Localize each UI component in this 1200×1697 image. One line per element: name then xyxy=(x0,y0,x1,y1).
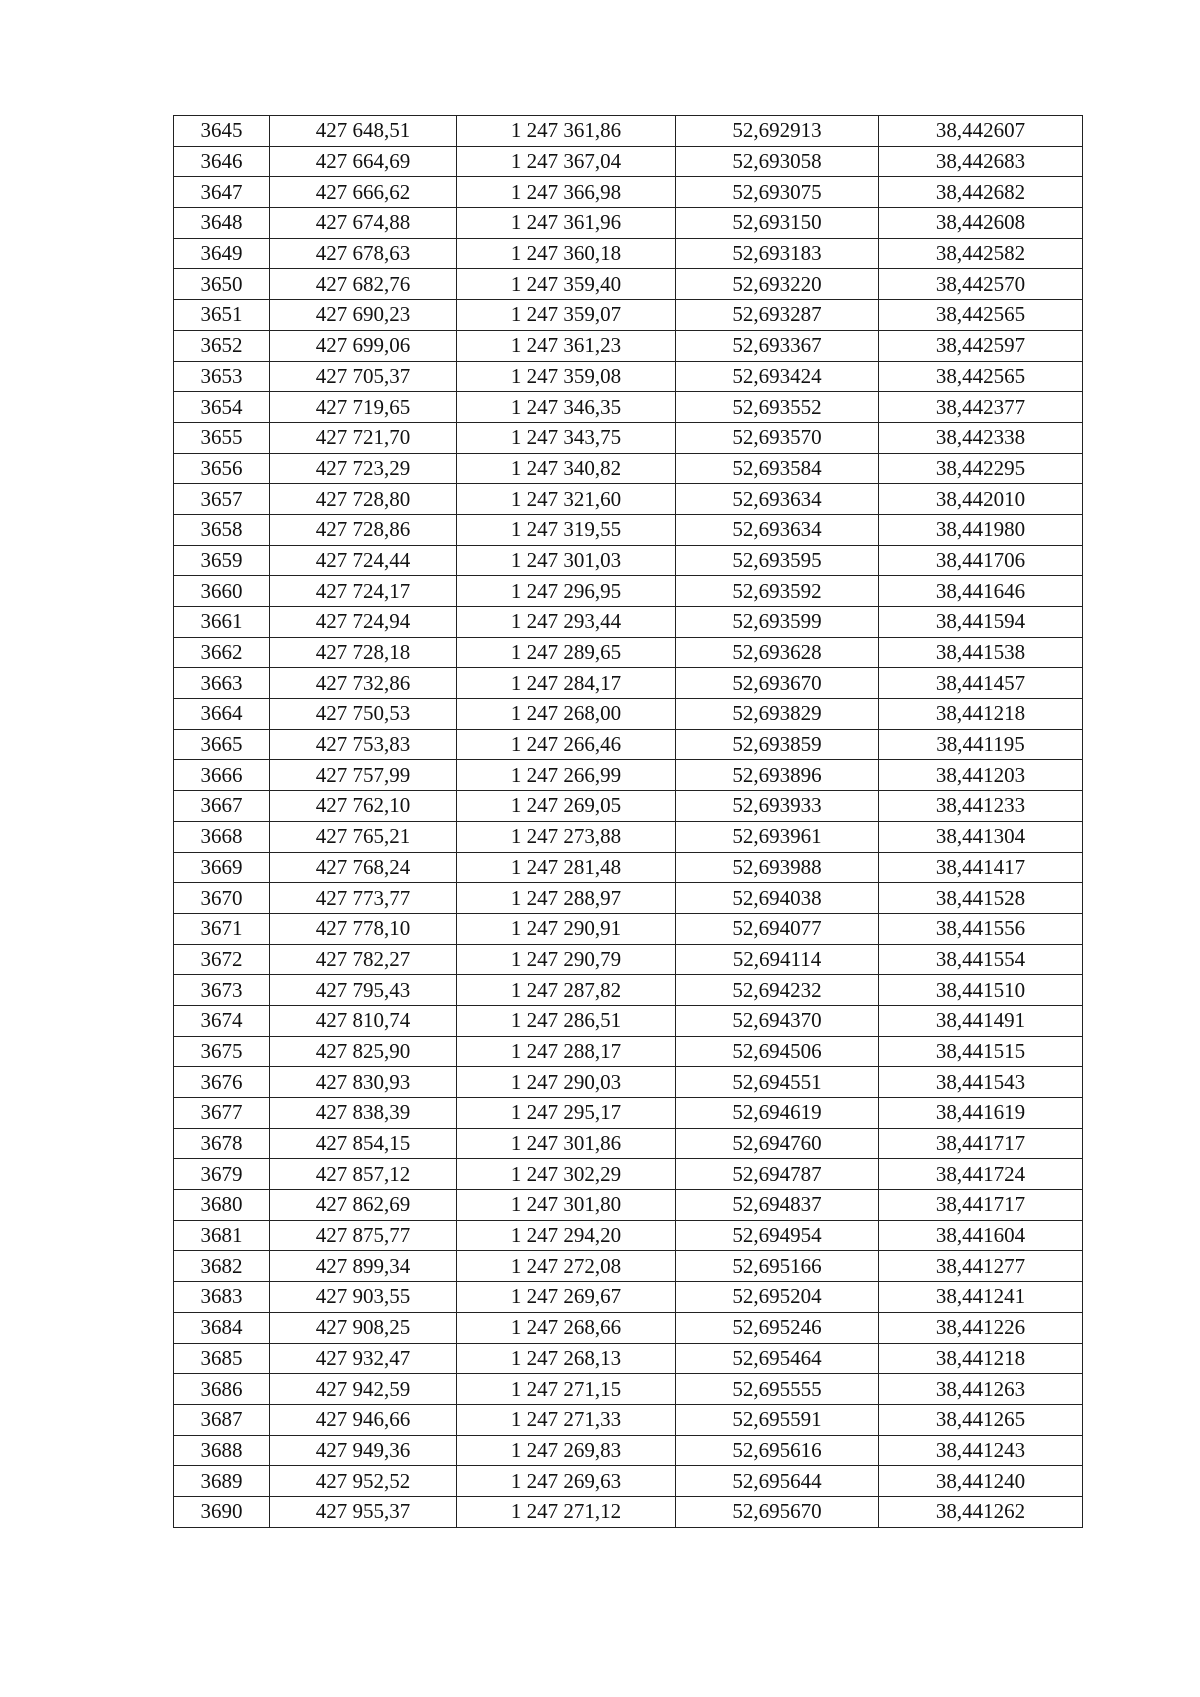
table-row xyxy=(174,821,1083,852)
x-coordinate-cell: 427 810,74 xyxy=(270,1005,457,1036)
longitude-cell: 38,441556 xyxy=(879,913,1083,944)
table-row xyxy=(174,361,1083,392)
point-number-cell: 3660 xyxy=(174,576,270,607)
x-coordinate-cell: 427 699,06 xyxy=(270,330,457,361)
latitude-cell: 52,693058 xyxy=(676,146,879,177)
table-row xyxy=(174,729,1083,760)
table-row xyxy=(174,545,1083,576)
table-row xyxy=(174,1312,1083,1343)
point-number-cell: 3681 xyxy=(174,1220,270,1251)
latitude-cell: 52,695555 xyxy=(676,1374,879,1405)
y-coordinate-cell: 1 247 301,86 xyxy=(457,1128,676,1159)
longitude-cell: 38,441218 xyxy=(879,699,1083,730)
latitude-cell: 52,694077 xyxy=(676,913,879,944)
x-coordinate-cell: 427 682,76 xyxy=(270,269,457,300)
x-coordinate-cell: 427 666,62 xyxy=(270,177,457,208)
table-row xyxy=(174,1159,1083,1190)
y-coordinate-cell: 1 247 361,96 xyxy=(457,208,676,239)
x-coordinate-cell: 427 765,21 xyxy=(270,821,457,852)
x-coordinate-cell: 427 908,25 xyxy=(270,1312,457,1343)
longitude-cell: 38,441457 xyxy=(879,668,1083,699)
y-coordinate-cell: 1 247 289,65 xyxy=(457,637,676,668)
longitude-cell: 38,441538 xyxy=(879,637,1083,668)
latitude-cell: 52,693961 xyxy=(676,821,879,852)
point-number-cell: 3654 xyxy=(174,392,270,423)
table-row xyxy=(174,484,1083,515)
point-number-cell: 3649 xyxy=(174,238,270,269)
point-number-cell: 3666 xyxy=(174,760,270,791)
table-row xyxy=(174,422,1083,453)
latitude-cell: 52,693592 xyxy=(676,576,879,607)
y-coordinate-cell: 1 247 284,17 xyxy=(457,668,676,699)
longitude-cell: 38,441226 xyxy=(879,1312,1083,1343)
y-coordinate-cell: 1 247 268,00 xyxy=(457,699,676,730)
x-coordinate-cell: 427 942,59 xyxy=(270,1374,457,1405)
longitude-cell: 38,442607 xyxy=(879,116,1083,147)
table-row xyxy=(174,1190,1083,1221)
y-coordinate-cell: 1 247 319,55 xyxy=(457,514,676,545)
y-coordinate-cell: 1 247 271,15 xyxy=(457,1374,676,1405)
x-coordinate-cell: 427 721,70 xyxy=(270,422,457,453)
longitude-cell: 38,442010 xyxy=(879,484,1083,515)
table-row xyxy=(174,1282,1083,1313)
point-number-cell: 3678 xyxy=(174,1128,270,1159)
point-number-cell: 3662 xyxy=(174,637,270,668)
x-coordinate-cell: 427 946,66 xyxy=(270,1404,457,1435)
point-number-cell: 3682 xyxy=(174,1251,270,1282)
point-number-cell: 3677 xyxy=(174,1098,270,1129)
latitude-cell: 52,694837 xyxy=(676,1190,879,1221)
latitude-cell: 52,693367 xyxy=(676,330,879,361)
longitude-cell: 38,441594 xyxy=(879,607,1083,638)
y-coordinate-cell: 1 247 361,23 xyxy=(457,330,676,361)
point-number-cell: 3674 xyxy=(174,1005,270,1036)
x-coordinate-cell: 427 899,34 xyxy=(270,1251,457,1282)
longitude-cell: 38,441240 xyxy=(879,1466,1083,1497)
longitude-cell: 38,441265 xyxy=(879,1404,1083,1435)
table-row xyxy=(174,699,1083,730)
x-coordinate-cell: 427 753,83 xyxy=(270,729,457,760)
x-coordinate-cell: 427 875,77 xyxy=(270,1220,457,1251)
table-row xyxy=(174,1374,1083,1405)
latitude-cell: 52,695166 xyxy=(676,1251,879,1282)
latitude-cell: 52,694038 xyxy=(676,883,879,914)
point-number-cell: 3647 xyxy=(174,177,270,208)
y-coordinate-cell: 1 247 366,98 xyxy=(457,177,676,208)
latitude-cell: 52,693859 xyxy=(676,729,879,760)
point-number-cell: 3665 xyxy=(174,729,270,760)
longitude-cell: 38,441515 xyxy=(879,1036,1083,1067)
latitude-cell: 52,695670 xyxy=(676,1496,879,1527)
point-number-cell: 3645 xyxy=(174,116,270,147)
y-coordinate-cell: 1 247 321,60 xyxy=(457,484,676,515)
latitude-cell: 52,693933 xyxy=(676,791,879,822)
point-number-cell: 3652 xyxy=(174,330,270,361)
y-coordinate-cell: 1 247 361,86 xyxy=(457,116,676,147)
latitude-cell: 52,694760 xyxy=(676,1128,879,1159)
x-coordinate-cell: 427 719,65 xyxy=(270,392,457,423)
y-coordinate-cell: 1 247 271,33 xyxy=(457,1404,676,1435)
x-coordinate-cell: 427 773,77 xyxy=(270,883,457,914)
table-row xyxy=(174,1404,1083,1435)
longitude-cell: 38,441263 xyxy=(879,1374,1083,1405)
y-coordinate-cell: 1 247 281,48 xyxy=(457,852,676,883)
point-number-cell: 3685 xyxy=(174,1343,270,1374)
latitude-cell: 52,693896 xyxy=(676,760,879,791)
longitude-cell: 38,441980 xyxy=(879,514,1083,545)
longitude-cell: 38,442582 xyxy=(879,238,1083,269)
y-coordinate-cell: 1 247 359,40 xyxy=(457,269,676,300)
longitude-cell: 38,441195 xyxy=(879,729,1083,760)
y-coordinate-cell: 1 247 269,63 xyxy=(457,1466,676,1497)
x-coordinate-cell: 427 862,69 xyxy=(270,1190,457,1221)
point-number-cell: 3675 xyxy=(174,1036,270,1067)
latitude-cell: 52,693183 xyxy=(676,238,879,269)
point-number-cell: 3646 xyxy=(174,146,270,177)
table-row xyxy=(174,576,1083,607)
latitude-cell: 52,694506 xyxy=(676,1036,879,1067)
longitude-cell: 38,442377 xyxy=(879,392,1083,423)
y-coordinate-cell: 1 247 360,18 xyxy=(457,238,676,269)
y-coordinate-cell: 1 247 290,79 xyxy=(457,944,676,975)
longitude-cell: 38,441717 xyxy=(879,1190,1083,1221)
y-coordinate-cell: 1 247 359,08 xyxy=(457,361,676,392)
x-coordinate-cell: 427 830,93 xyxy=(270,1067,457,1098)
point-number-cell: 3658 xyxy=(174,514,270,545)
x-coordinate-cell: 427 723,29 xyxy=(270,453,457,484)
latitude-cell: 52,693988 xyxy=(676,852,879,883)
x-coordinate-cell: 427 705,37 xyxy=(270,361,457,392)
point-number-cell: 3657 xyxy=(174,484,270,515)
x-coordinate-cell: 427 838,39 xyxy=(270,1098,457,1129)
x-coordinate-cell: 427 762,10 xyxy=(270,791,457,822)
latitude-cell: 52,693634 xyxy=(676,514,879,545)
longitude-cell: 38,441528 xyxy=(879,883,1083,914)
coordinates-table-body xyxy=(174,116,1083,1528)
table-row xyxy=(174,1098,1083,1129)
y-coordinate-cell: 1 247 271,12 xyxy=(457,1496,676,1527)
y-coordinate-cell: 1 247 295,17 xyxy=(457,1098,676,1129)
x-coordinate-cell: 427 678,63 xyxy=(270,238,457,269)
latitude-cell: 52,693670 xyxy=(676,668,879,699)
point-number-cell: 3672 xyxy=(174,944,270,975)
x-coordinate-cell: 427 778,10 xyxy=(270,913,457,944)
x-coordinate-cell: 427 903,55 xyxy=(270,1282,457,1313)
longitude-cell: 38,441262 xyxy=(879,1496,1083,1527)
table-row xyxy=(174,883,1083,914)
table-row xyxy=(174,1251,1083,1282)
longitude-cell: 38,441491 xyxy=(879,1005,1083,1036)
point-number-cell: 3671 xyxy=(174,913,270,944)
longitude-cell: 38,442338 xyxy=(879,422,1083,453)
y-coordinate-cell: 1 247 287,82 xyxy=(457,975,676,1006)
y-coordinate-cell: 1 247 290,91 xyxy=(457,913,676,944)
point-number-cell: 3688 xyxy=(174,1435,270,1466)
point-number-cell: 3661 xyxy=(174,607,270,638)
longitude-cell: 38,442608 xyxy=(879,208,1083,239)
table-row xyxy=(174,300,1083,331)
x-coordinate-cell: 427 952,52 xyxy=(270,1466,457,1497)
point-number-cell: 3676 xyxy=(174,1067,270,1098)
x-coordinate-cell: 427 728,80 xyxy=(270,484,457,515)
point-number-cell: 3659 xyxy=(174,545,270,576)
x-coordinate-cell: 427 795,43 xyxy=(270,975,457,1006)
y-coordinate-cell: 1 247 269,05 xyxy=(457,791,676,822)
table-row xyxy=(174,269,1083,300)
x-coordinate-cell: 427 782,27 xyxy=(270,944,457,975)
y-coordinate-cell: 1 247 359,07 xyxy=(457,300,676,331)
y-coordinate-cell: 1 247 293,44 xyxy=(457,607,676,638)
table-row xyxy=(174,146,1083,177)
point-number-cell: 3687 xyxy=(174,1404,270,1435)
longitude-cell: 38,441510 xyxy=(879,975,1083,1006)
longitude-cell: 38,442682 xyxy=(879,177,1083,208)
point-number-cell: 3668 xyxy=(174,821,270,852)
longitude-cell: 38,442565 xyxy=(879,300,1083,331)
point-number-cell: 3683 xyxy=(174,1282,270,1313)
table-row xyxy=(174,760,1083,791)
latitude-cell: 52,695616 xyxy=(676,1435,879,1466)
point-number-cell: 3686 xyxy=(174,1374,270,1405)
longitude-cell: 38,441277 xyxy=(879,1251,1083,1282)
y-coordinate-cell: 1 247 294,20 xyxy=(457,1220,676,1251)
latitude-cell: 52,694619 xyxy=(676,1098,879,1129)
point-number-cell: 3651 xyxy=(174,300,270,331)
y-coordinate-cell: 1 247 343,75 xyxy=(457,422,676,453)
table-row xyxy=(174,1005,1083,1036)
latitude-cell: 52,693150 xyxy=(676,208,879,239)
latitude-cell: 52,693829 xyxy=(676,699,879,730)
y-coordinate-cell: 1 247 269,67 xyxy=(457,1282,676,1313)
latitude-cell: 52,693075 xyxy=(676,177,879,208)
latitude-cell: 52,694114 xyxy=(676,944,879,975)
y-coordinate-cell: 1 247 288,17 xyxy=(457,1036,676,1067)
latitude-cell: 52,695204 xyxy=(676,1282,879,1313)
latitude-cell: 52,694787 xyxy=(676,1159,879,1190)
point-number-cell: 3689 xyxy=(174,1466,270,1497)
point-number-cell: 3655 xyxy=(174,422,270,453)
latitude-cell: 52,693595 xyxy=(676,545,879,576)
table-row xyxy=(174,514,1083,545)
table-row xyxy=(174,607,1083,638)
latitude-cell: 52,693220 xyxy=(676,269,879,300)
table-row xyxy=(174,392,1083,423)
longitude-cell: 38,441417 xyxy=(879,852,1083,883)
latitude-cell: 52,694232 xyxy=(676,975,879,1006)
x-coordinate-cell: 427 728,18 xyxy=(270,637,457,668)
longitude-cell: 38,441706 xyxy=(879,545,1083,576)
table-row xyxy=(174,944,1083,975)
latitude-cell: 52,693287 xyxy=(676,300,879,331)
latitude-cell: 52,695644 xyxy=(676,1466,879,1497)
latitude-cell: 52,693584 xyxy=(676,453,879,484)
y-coordinate-cell: 1 247 340,82 xyxy=(457,453,676,484)
y-coordinate-cell: 1 247 268,13 xyxy=(457,1343,676,1374)
point-number-cell: 3679 xyxy=(174,1159,270,1190)
x-coordinate-cell: 427 664,69 xyxy=(270,146,457,177)
latitude-cell: 52,693634 xyxy=(676,484,879,515)
table-row xyxy=(174,1435,1083,1466)
x-coordinate-cell: 427 728,86 xyxy=(270,514,457,545)
table-row xyxy=(174,668,1083,699)
table-row xyxy=(174,852,1083,883)
x-coordinate-cell: 427 854,15 xyxy=(270,1128,457,1159)
table-row xyxy=(174,208,1083,239)
x-coordinate-cell: 427 648,51 xyxy=(270,116,457,147)
x-coordinate-cell: 427 674,88 xyxy=(270,208,457,239)
x-coordinate-cell: 427 768,24 xyxy=(270,852,457,883)
point-number-cell: 3650 xyxy=(174,269,270,300)
latitude-cell: 52,693628 xyxy=(676,637,879,668)
table-row xyxy=(174,791,1083,822)
x-coordinate-cell: 427 857,12 xyxy=(270,1159,457,1190)
latitude-cell: 52,693552 xyxy=(676,392,879,423)
y-coordinate-cell: 1 247 266,46 xyxy=(457,729,676,760)
table-row xyxy=(174,975,1083,1006)
latitude-cell: 52,694370 xyxy=(676,1005,879,1036)
longitude-cell: 38,442565 xyxy=(879,361,1083,392)
longitude-cell: 38,441203 xyxy=(879,760,1083,791)
latitude-cell: 52,694551 xyxy=(676,1067,879,1098)
longitude-cell: 38,441724 xyxy=(879,1159,1083,1190)
latitude-cell: 52,693570 xyxy=(676,422,879,453)
point-number-cell: 3684 xyxy=(174,1312,270,1343)
point-number-cell: 3653 xyxy=(174,361,270,392)
y-coordinate-cell: 1 247 367,04 xyxy=(457,146,676,177)
longitude-cell: 38,441218 xyxy=(879,1343,1083,1374)
y-coordinate-cell: 1 247 268,66 xyxy=(457,1312,676,1343)
x-coordinate-cell: 427 732,86 xyxy=(270,668,457,699)
y-coordinate-cell: 1 247 301,80 xyxy=(457,1190,676,1221)
y-coordinate-cell: 1 247 296,95 xyxy=(457,576,676,607)
table-row xyxy=(174,1036,1083,1067)
longitude-cell: 38,441619 xyxy=(879,1098,1083,1129)
x-coordinate-cell: 427 690,23 xyxy=(270,300,457,331)
latitude-cell: 52,693599 xyxy=(676,607,879,638)
table-row xyxy=(174,1220,1083,1251)
table-row xyxy=(174,116,1083,147)
latitude-cell: 52,693424 xyxy=(676,361,879,392)
x-coordinate-cell: 427 724,44 xyxy=(270,545,457,576)
longitude-cell: 38,441554 xyxy=(879,944,1083,975)
x-coordinate-cell: 427 750,53 xyxy=(270,699,457,730)
longitude-cell: 38,441717 xyxy=(879,1128,1083,1159)
point-number-cell: 3690 xyxy=(174,1496,270,1527)
longitude-cell: 38,441646 xyxy=(879,576,1083,607)
table-row xyxy=(174,1067,1083,1098)
y-coordinate-cell: 1 247 273,88 xyxy=(457,821,676,852)
table-row xyxy=(174,1343,1083,1374)
longitude-cell: 38,441241 xyxy=(879,1282,1083,1313)
longitude-cell: 38,442683 xyxy=(879,146,1083,177)
table-row xyxy=(174,637,1083,668)
point-number-cell: 3648 xyxy=(174,208,270,239)
x-coordinate-cell: 427 932,47 xyxy=(270,1343,457,1374)
y-coordinate-cell: 1 247 269,83 xyxy=(457,1435,676,1466)
x-coordinate-cell: 427 825,90 xyxy=(270,1036,457,1067)
y-coordinate-cell: 1 247 302,29 xyxy=(457,1159,676,1190)
table-row xyxy=(174,238,1083,269)
coordinates-table xyxy=(173,115,1083,1528)
table-row xyxy=(174,177,1083,208)
latitude-cell: 52,692913 xyxy=(676,116,879,147)
point-number-cell: 3669 xyxy=(174,852,270,883)
y-coordinate-cell: 1 247 272,08 xyxy=(457,1251,676,1282)
y-coordinate-cell: 1 247 290,03 xyxy=(457,1067,676,1098)
point-number-cell: 3664 xyxy=(174,699,270,730)
longitude-cell: 38,441233 xyxy=(879,791,1083,822)
latitude-cell: 52,695246 xyxy=(676,1312,879,1343)
point-number-cell: 3656 xyxy=(174,453,270,484)
table-row xyxy=(174,913,1083,944)
table-row xyxy=(174,1128,1083,1159)
latitude-cell: 52,695464 xyxy=(676,1343,879,1374)
point-number-cell: 3680 xyxy=(174,1190,270,1221)
x-coordinate-cell: 427 949,36 xyxy=(270,1435,457,1466)
point-number-cell: 3670 xyxy=(174,883,270,914)
longitude-cell: 38,442295 xyxy=(879,453,1083,484)
longitude-cell: 38,441543 xyxy=(879,1067,1083,1098)
longitude-cell: 38,442597 xyxy=(879,330,1083,361)
table-row xyxy=(174,1496,1083,1527)
y-coordinate-cell: 1 247 346,35 xyxy=(457,392,676,423)
y-coordinate-cell: 1 247 266,99 xyxy=(457,760,676,791)
table-row xyxy=(174,330,1083,361)
y-coordinate-cell: 1 247 301,03 xyxy=(457,545,676,576)
longitude-cell: 38,441604 xyxy=(879,1220,1083,1251)
point-number-cell: 3673 xyxy=(174,975,270,1006)
y-coordinate-cell: 1 247 288,97 xyxy=(457,883,676,914)
latitude-cell: 52,695591 xyxy=(676,1404,879,1435)
latitude-cell: 52,694954 xyxy=(676,1220,879,1251)
table-row xyxy=(174,1466,1083,1497)
point-number-cell: 3667 xyxy=(174,791,270,822)
table-row xyxy=(174,453,1083,484)
longitude-cell: 38,442570 xyxy=(879,269,1083,300)
x-coordinate-cell: 427 724,94 xyxy=(270,607,457,638)
x-coordinate-cell: 427 724,17 xyxy=(270,576,457,607)
longitude-cell: 38,441304 xyxy=(879,821,1083,852)
longitude-cell: 38,441243 xyxy=(879,1435,1083,1466)
x-coordinate-cell: 427 955,37 xyxy=(270,1496,457,1527)
point-number-cell: 3663 xyxy=(174,668,270,699)
y-coordinate-cell: 1 247 286,51 xyxy=(457,1005,676,1036)
x-coordinate-cell: 427 757,99 xyxy=(270,760,457,791)
